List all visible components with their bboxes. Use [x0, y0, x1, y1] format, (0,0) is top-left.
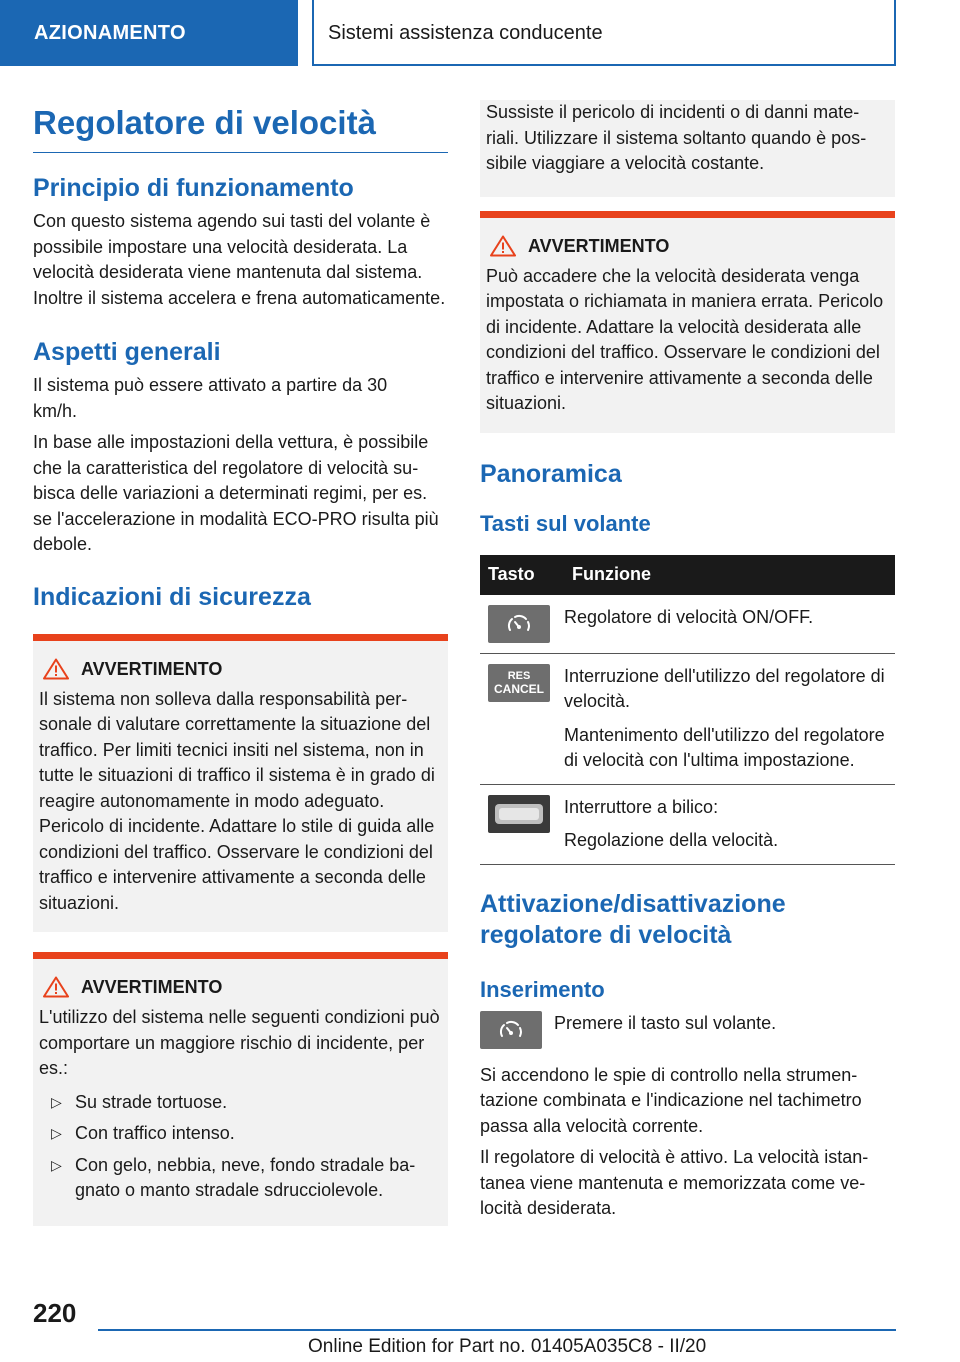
- edition-note: Online Edition for Part no. 01405A035C8 - II/20: [308, 1336, 707, 1357]
- warning-text: L'utilizzo del sistema nelle seguenti condizioni può comportare un maggiore rischio di incidente, per es.:: [39, 1007, 440, 1078]
- warning-title-text: AVVERTIMENTO: [81, 977, 223, 997]
- cruise-control-icon: [488, 605, 550, 643]
- table-row: [480, 784, 895, 864]
- key-cell: [480, 784, 564, 864]
- section-tab: AZIONAMENTO: [0, 0, 298, 66]
- condition-list: [39, 1090, 440, 1204]
- function-cell: Interruzione dell'utilizzo del regolatore di velocità. Mantenimento dell'utilizzo del regolatore di velocità con l'ultima impostazione.: [564, 653, 895, 784]
- steering-keys-table: [480, 555, 895, 865]
- function-cell: Regolatore di velocità ON/OFF.: [564, 595, 895, 654]
- page-title: Regolatore di velocità: [33, 100, 448, 153]
- heading-general: Aspetti generali: [33, 338, 221, 366]
- subheading-engage: Inserimento: [480, 976, 605, 1002]
- list-item: ▷ Su strade tortuose.: [39, 1090, 440, 1116]
- table-row: [480, 595, 895, 654]
- warning-title: [39, 657, 440, 681]
- heading-activation: Attivazione/disattivazione regolatore di velocità: [480, 889, 786, 949]
- activation-text-1: Si accendono le spie di controllo nella strumentazione combinata e l'indicazione nel tachimetro passa alla velocità corrente.: [480, 1064, 862, 1136]
- column-header-key: Tasto: [480, 555, 564, 595]
- principle-text: Con questo sistema agendo sui tasti del volante è possibile impostare una velocità desiderata. La velocità desiderata viene mantenuta dal sistema. Inoltre il sistema accelera e frena automaticamente.: [33, 211, 446, 308]
- triangle-bullet-icon: ▷: [51, 1156, 62, 1173]
- right-column: [480, 100, 895, 1228]
- table-row: [480, 653, 895, 784]
- subheading-steering-keys: Tasti sul volante: [480, 510, 651, 536]
- page-footer: [0, 1290, 960, 1362]
- warning-box-1: [33, 634, 448, 933]
- step-text: Premere il tasto sul volante.: [554, 1012, 777, 1033]
- table-header-row: [480, 555, 895, 595]
- list-item: ▷ Con gelo, nebbia, neve, fondo stradale bagnato o manto stradale sdrucciolevole.: [51, 1154, 416, 1200]
- warning-continuation-text: Sussiste il pericolo di incidenti o di danni materiali. Utilizzare il sistema soltanto quando è possibile viaggiare a velocità costante.: [486, 102, 867, 173]
- warning-title: [39, 975, 440, 999]
- rocker-icon: [493, 800, 545, 828]
- column-header-function: Funzione: [564, 555, 895, 595]
- speedometer-icon: [506, 613, 532, 635]
- warning-continuation-box: [480, 100, 895, 197]
- warning-box-3: [480, 211, 895, 433]
- activation-step: [480, 1011, 895, 1049]
- warning-title: [486, 234, 887, 258]
- key-cell: [480, 595, 564, 654]
- warning-box-2: [33, 952, 448, 1226]
- list-item: ▷ Con traffico intenso.: [39, 1121, 440, 1147]
- page-number: 220: [33, 1298, 77, 1328]
- chapter-title: Sistemi assistenza conducente: [312, 0, 896, 66]
- page-header: [0, 0, 960, 66]
- warning-title-text: AVVERTIMENTO: [81, 658, 223, 679]
- res-cancel-icon: RES CANCEL: [488, 664, 550, 702]
- triangle-bullet-icon: ▷: [51, 1125, 62, 1141]
- warning-title-text: AVVERTIMENTO: [528, 235, 670, 256]
- key-cell: [480, 653, 564, 784]
- rocker-switch-icon: [488, 795, 550, 833]
- speedometer-icon: [498, 1019, 524, 1041]
- heading-principle: Principio di funzionamento: [33, 174, 354, 202]
- warning-triangle-icon: [490, 235, 516, 257]
- warning-text: Il sistema non solleva dalla responsabilità personale di valutare correttamente la situazione del traffico. Per limiti tecnici insiti nel sistema, non in tutte le situazioni di traffico il sistema è in grado di reagire autonomamente in modo adeguato. Pericolo di incidente. Adattare lo stile di guida alle condizioni del traffico. Osservare le condizioni del traffico e intervenire attivamente a seconda delle situazioni.: [39, 688, 435, 913]
- warning-triangle-icon: [43, 976, 69, 998]
- heading-safety: Indicazioni di sicurezza: [33, 582, 311, 611]
- general-text-1: Il sistema può essere attivato a partire da 30 km/h.: [33, 375, 388, 421]
- warning-text: Può accadere che la velocità desiderata venga impostata o richiamata in maniera errata. Pericolo di incidente. Adattare la velocità desiderata alle condizioni del traffico. Osservare le condizioni del traffico e intervenire attivamente a seconda delle situazioni.: [486, 265, 884, 413]
- left-column: [33, 100, 448, 1240]
- general-text-2: In base alle impostazioni della vettura, è possibile che la caratteristica del regolatore di velocità subisca delle variazioni a determinati regimi, per es. se l'accelerazione in modalità ECO-PRO risulta più debole.: [33, 432, 439, 554]
- activation-text-2: Il regolatore di velocità è attivo. La velocità istantanea viene mantenuta e memorizzata come velocità desiderata.: [480, 1147, 869, 1218]
- warning-triangle-icon: [43, 658, 69, 680]
- triangle-bullet-icon: ▷: [51, 1093, 62, 1110]
- footer-rule: [98, 1329, 896, 1331]
- function-cell: Interruttore a bilico: Regolazione della velocità.: [564, 784, 895, 864]
- cruise-control-icon: [480, 1011, 542, 1049]
- heading-overview: Panoramica: [480, 459, 622, 488]
